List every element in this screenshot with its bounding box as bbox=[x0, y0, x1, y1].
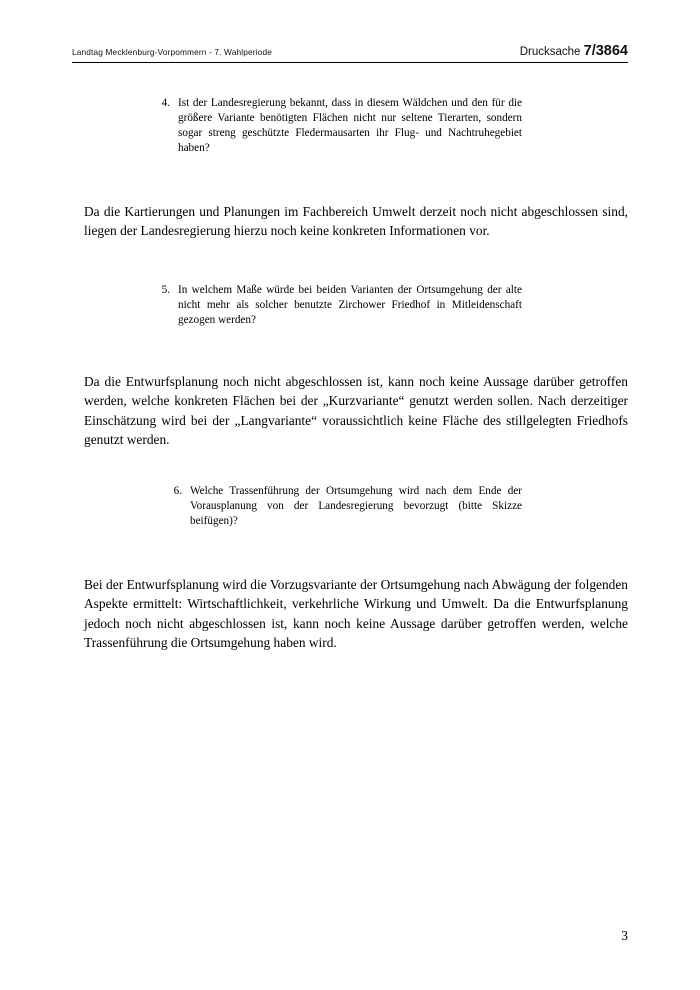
question-number: 4. bbox=[161, 97, 170, 109]
header-divider bbox=[72, 62, 628, 63]
question-text: In welchem Maße würde bei beiden Varianten der Ortsumgehung der alte nicht mehr als solcher benutzte Zirchower Friedhof in Mitleidenschaft gezogen werden? bbox=[178, 284, 522, 327]
header-drucksache-number: 7/3864 bbox=[583, 43, 628, 59]
question-item bbox=[164, 484, 522, 529]
question-number: 5. bbox=[161, 284, 170, 296]
page-header bbox=[72, 43, 628, 59]
question-text: Ist der Landesregierung bekannt, dass in diesem Wäldchen und den für die größere Variante benötigten Flächen nicht nur seltene Tierarten, sondern sogar streng geschützte Fledermausarten ihr Flug- und Nachtruhegebiet haben? bbox=[178, 97, 522, 155]
question-text: Welche Trassenführung der Ortsumgehung wird nach dem Ende der Vorausplanung von der Landesregierung bevorzugt (bitte Skizze beifügen)? bbox=[190, 485, 522, 528]
answer-paragraph: Bei der Entwurfsplanung wird die Vorzugsvariante der Ortsumgehung nach Abwägung der folgenden Aspekte ermittelt: Wirtschaftlichkeit, verkehrliche Wirkung und Umwelt. Da die Entwurfsplanung jedoch noch nicht abgeschlossen ist, kann noch keine Aussage darüber getroffen werden, welche Trassenführung die Ortsumgehung haben wird. bbox=[84, 577, 628, 651]
header-document-reference bbox=[520, 43, 628, 59]
answer-paragraph: Da die Entwurfsplanung noch nicht abgeschlossen ist, kann noch keine Aussage darüber getroffen werden, welche konkreten Flächen bei der „Kurzvariante“ genutzt werden sollen. Nach derzeitiger Einschätzung wird bei der „Langvariante“ voraussichtlich keine Fläche des stillgelegten Friedhofs genutzt werden. bbox=[84, 374, 628, 448]
question-item bbox=[152, 96, 522, 156]
answer-paragraph: Da die Kartierungen und Planungen im Fachbereich Umwelt derzeit noch nicht abgeschlossen sind, liegen der Landesregierung hierzu noch keine konkreten Informationen vor. bbox=[84, 204, 628, 239]
page-number: 3 bbox=[621, 928, 628, 943]
header-parliament-label: Landtag Mecklenburg-Vorpommern - 7. Wahlperiode bbox=[72, 47, 272, 57]
question-item bbox=[152, 283, 522, 328]
header-drucksache-label: Drucksache bbox=[519, 46, 581, 58]
question-number: 6. bbox=[173, 485, 182, 497]
